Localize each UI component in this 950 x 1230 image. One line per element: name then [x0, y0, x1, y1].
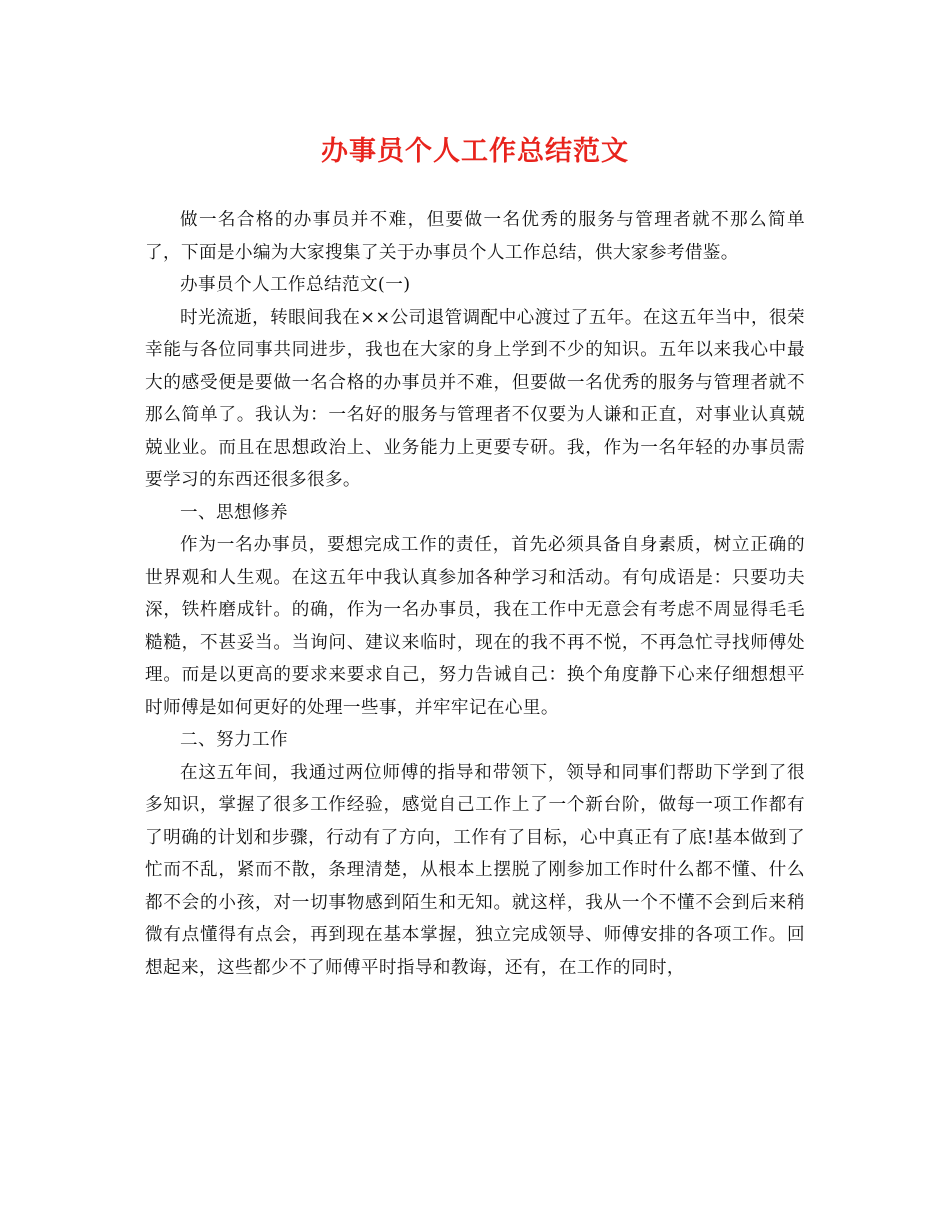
body-paragraph: 作为一名办事员，要想完成工作的责任，首先必须具备自身素质，树立正确的世界观和人生观。在这五年中我认真参加各种学习和活动。有句成语是：只要功夫深，铁杵磨成针。的确，作为一名办事员，我在工作中无意会有考虑不周显得毛毛糙糙，不甚妥当。当询问、建议来临时，现在的我不再不悦，不再急忙寻找师傅处理。而是以更高的要求来要求自己，努力告诫自己：换个角度静下心来仔细想想平时师傅是如何更好的处理一些事，并牢牢记在心里。	[145, 535, 805, 718]
section-heading-work: 二、努力工作	[180, 730, 288, 750]
body-paragraph: 时光流逝，转眼间我在××公司退管调配中心渡过了五年。在这五年当中，很荣幸能与各位同事共同进步，我也在大家的身上学到不少的知识。五年以来我心中最大的感受便是要做一名合格的办事员并不难，但要做一名优秀的服务与管理者就不那么简单了。我认为：一名好的服务与管理者不仅要为人谦和正直，对事业认真兢兢业业。而且在思想政治上、业务能力上更要专研。我，作为一名年轻的办事员需要学习的东西还很多很多。	[145, 307, 805, 490]
document-title: 办事员个人工作总结范文	[321, 136, 629, 167]
section-heading-sample-one: 办事员个人工作总结范文(一)	[180, 275, 411, 295]
section-heading-thinking: 一、思想修养	[180, 502, 288, 523]
document-body	[145, 204, 805, 984]
intro-paragraph: 做一名合格的办事员并不难，但要做一名优秀的服务与管理者就不那么简单了，下面是小编为大家搜集了关于办事员个人工作总结，供大家参考借鉴。	[145, 210, 805, 263]
body-paragraph: 在这五年间，我通过两位师傅的指导和带领下，领导和同事们帮助下学到了很多知识，掌握了很多工作经验，感觉自己工作上了一个新台阶，做每一项工作都有了明确的计划和步骤，行动有了方向，工作有了目标，心中真正有了底!基本做到了忙而不乱，紧而不散，条理清楚，从根本上摆脱了刚参加工作时什么都不懂、什么都不会的小孩，对一切事物感到陌生和无知。就这样，我从一个不懂不会到后来稍微有点懂得有点会，再到现在基本掌握，独立完成领导、师傅安排的各项工作。回想起来，这些都少不了师傅平时指导和教诲，还有，在工作的同时，	[145, 762, 805, 978]
